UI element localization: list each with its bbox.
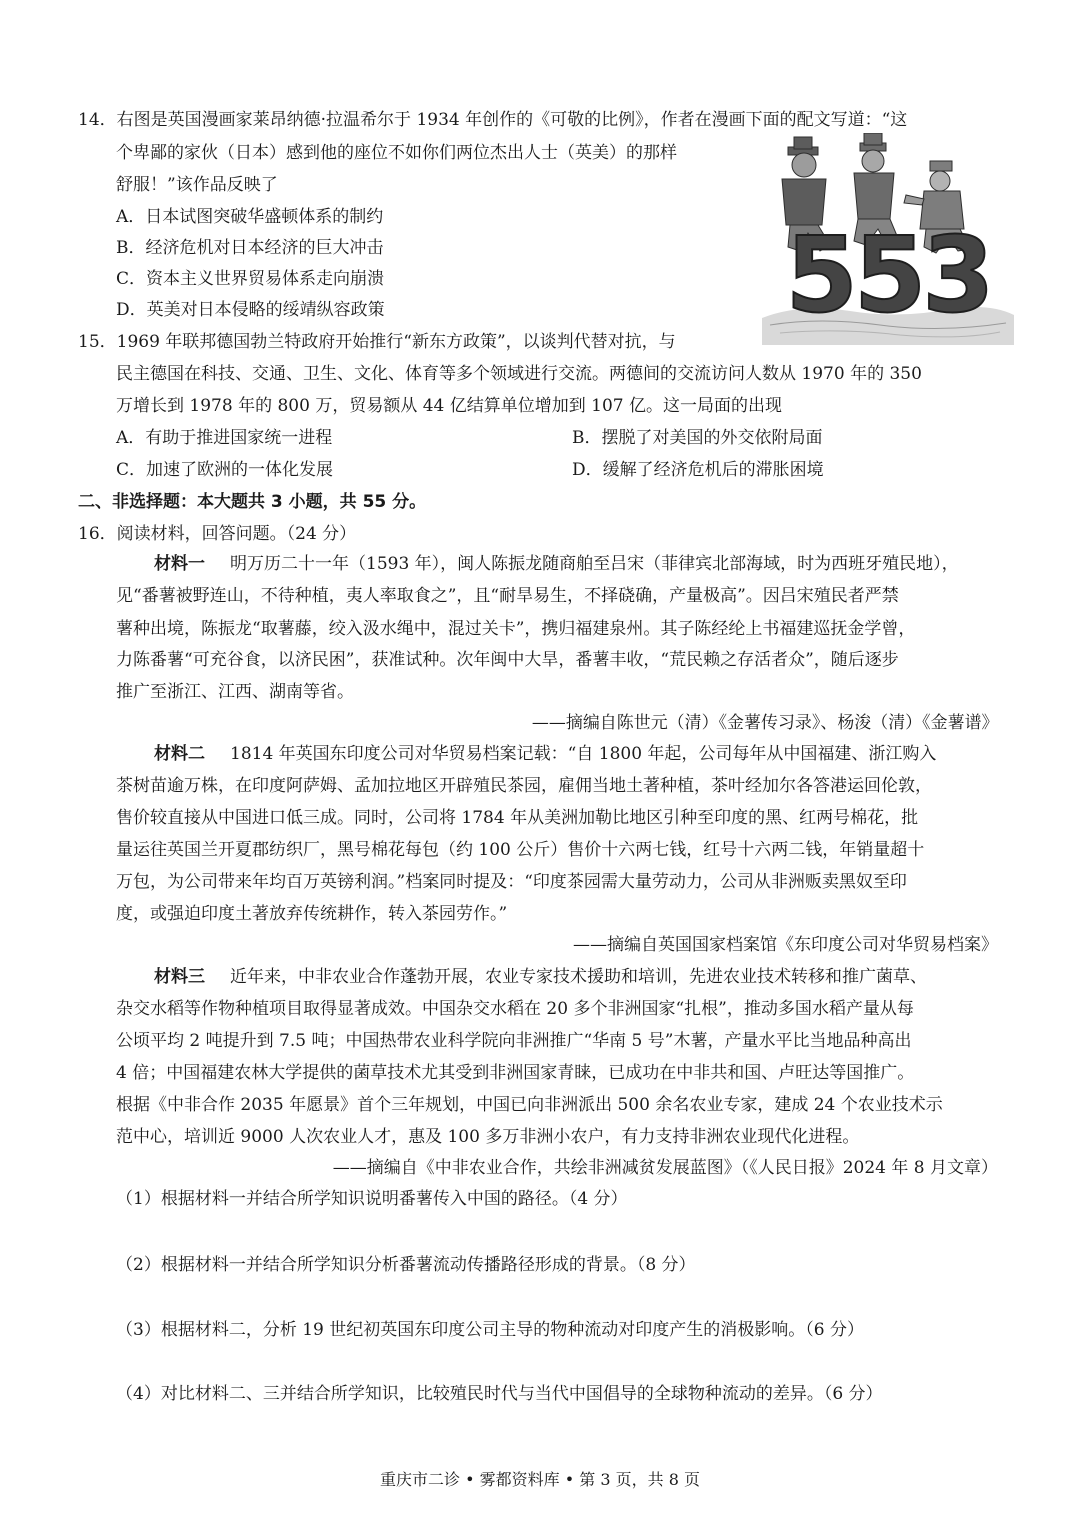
material-1-line: 力陈番薯“可充谷食，以济民困”，获准试种。次年闽中大旱，番薯丰收，“荒民赖之存活者众”，随后逐步: [116, 650, 899, 670]
q14-stem-line3: 舒服！”该作品反映了: [116, 175, 278, 195]
material-2-line: 茶树苗逾万株，在印度阿萨姆、孟加拉地区开辟殖民茶园，雇佣当地土著种植，茶叶经加尔各答港运回伦敦，: [116, 776, 932, 796]
material-3-line: 公顷平均 2 吨提升到 7.5 吨；中国热带农业科学院向非洲推广“华南 5 号”木薯，产量水平比当地品种高出: [116, 1031, 912, 1051]
q15-option-c: C．加速了欧洲的一体化发展: [116, 460, 334, 480]
material-2-line: 1814 年英国东印度公司对华贸易档案记载：“自 1800 年起，公司每年从中国福建、浙江购入: [230, 744, 937, 764]
material-2-label: 材料二: [154, 744, 205, 764]
q14-stem-line1: 14．右图是英国漫画家莱昂纳德·拉温希尔于 1934 年创作的《可敬的比例》，作者在漫画下面的配文写道：“这: [78, 110, 908, 130]
q15-option-b: B．摆脱了对美国的外交依附局面: [572, 428, 823, 448]
cartoon-illustration: [760, 133, 1016, 345]
material-1-line: 推广至浙江、江西、湖南等省。: [116, 682, 354, 702]
material-1-source: ——摘编自陈世元（清）《金薯传习录》、杨浚（清）《金薯谱》: [531, 713, 998, 733]
material-2-source: ——摘编自英国国家档案馆《东印度公司对华贸易档案》: [573, 935, 998, 955]
q14-option-c: C．资本主义世界贸易体系走向崩溃: [116, 269, 385, 289]
material-2-line: 度，或强迫印度土著放弃传统耕作，转入茶园劳作。”: [116, 904, 508, 924]
sub-question-1: （1）根据材料一并结合所学知识说明番薯传入中国的路径。（4 分）: [116, 1189, 628, 1209]
q14-stem-line2: 个卑鄙的家伙（日本）感到他的座位不如你们两位杰出人士（英美）的那样: [116, 143, 677, 163]
q15-option-d: D．缓解了经济危机后的滞胀困境: [572, 460, 824, 480]
material-3-line: 范中心，培训近 9000 人次农业人才，惠及 100 多万非洲小农户，有力支持非洲农业现代化进程。: [116, 1127, 860, 1147]
q16-intro: 16．阅读材料，回答问题。（24 分）: [78, 524, 357, 544]
material-2-line: 售价较直接从中国进口低三成。同时，公司将 1784 年从美洲加勒比地区引种至印度的黑、红两号棉花，批: [116, 808, 919, 828]
q14-option-b: B．经济危机对日本经济的巨大冲击: [116, 238, 384, 258]
q15-stem-line1: 15．1969 年联邦德国勃兰特政府开始推行“新东方政策”，以谈判代替对抗，与: [78, 332, 676, 352]
sub-question-2: （2）根据材料一并结合所学知识分析番薯流动传播路径形成的背景。（8 分）: [116, 1255, 696, 1275]
section-heading: 二、非选择题：本大题共 3 小题，共 55 分。: [78, 492, 427, 512]
material-1-line: 见“番薯被野连山，不待种植，夷人率取食之”，且“耐旱易生，不择硗确，产量极高”。因吕宋殖民者严禁: [116, 586, 899, 606]
q14-option-a: A．日本试图突破华盛顿体系的制约: [116, 207, 384, 227]
q15-stem-line2: 民主德国在科技、交通、卫生、文化、体育等多个领域进行交流。两德间的交流访问人数从 1970 年的 350: [116, 364, 922, 384]
material-3-line: 4 倍；中国福建农林大学提供的菌草技术尤其受到非洲国家青睐，已成功在中非共和国、卢旺达等国推广。: [116, 1063, 915, 1083]
material-2-line: 万包，为公司带来年均百万英镑利润。”档案同时提及：“印度茶园需大量劳动力，公司从非洲贩卖黑奴至印: [116, 872, 907, 892]
sub-question-3: （3）根据材料二，分析 19 世纪初英国东印度公司主导的物种流动对印度产生的消极影响。（6 分）: [116, 1320, 864, 1340]
q15-stem-line3: 万增长到 1978 年的 800 万，贸易额从 44 亿结算单位增加到 107 亿。这一局面的出现: [116, 396, 783, 416]
sub-question-4: （4）对比材料二、三并结合所学知识，比较殖民时代与当代中国倡导的全球物种流动的差异。（6 分）: [116, 1384, 883, 1404]
material-3-line: 根据《中非合作 2035 年愿景》首个三年规划，中国已向非洲派出 500 余名农业专家，建成 24 个农业技术示: [116, 1095, 943, 1115]
material-3-source: ——摘编自《中非农业合作，共绘非洲减贫发展蓝图》（《人民日报》2024 年 8 月文章）: [332, 1158, 998, 1178]
material-3-line: 杂交水稻等作物种植项目取得显著成效。中国杂交水稻在 20 多个非洲国家“扎根”，推动多国水稻产量从每: [116, 999, 914, 1019]
page-footer: 重庆市二诊 • 雾都资料库 • 第 3 页，共 8 页: [380, 1470, 700, 1489]
q15-option-a: A．有助于推进国家统一进程: [116, 428, 333, 448]
material-1-label: 材料一: [154, 554, 205, 574]
material-2-line: 量运往英国兰开夏郡纺织厂，黑号棉花每包（约 100 公斤）售价十六两七钱，红号十六两二钱，年销量超十: [116, 840, 925, 860]
material-3-line: 近年来，中非农业合作蓬勃开展，农业专家技术援助和培训，先进农业技术转移和推广菌草、: [230, 967, 927, 987]
material-1-line: 明万历二十一年（1593 年），闽人陈振龙随商舶至吕宋（菲律宾北部海域，时为西班牙殖民地），: [230, 554, 959, 574]
q14-option-d: D．英美对日本侵略的绥靖纵容政策: [116, 300, 385, 320]
cartoon-digits: 553: [785, 214, 991, 336]
material-1-line: 薯种出境，陈振龙“取薯藤，绞入汲水绳中，混过关卡”，携归福建泉州。其子陈经纶上书福建巡抚金学曾，: [116, 619, 916, 639]
material-3-label: 材料三: [154, 967, 205, 987]
